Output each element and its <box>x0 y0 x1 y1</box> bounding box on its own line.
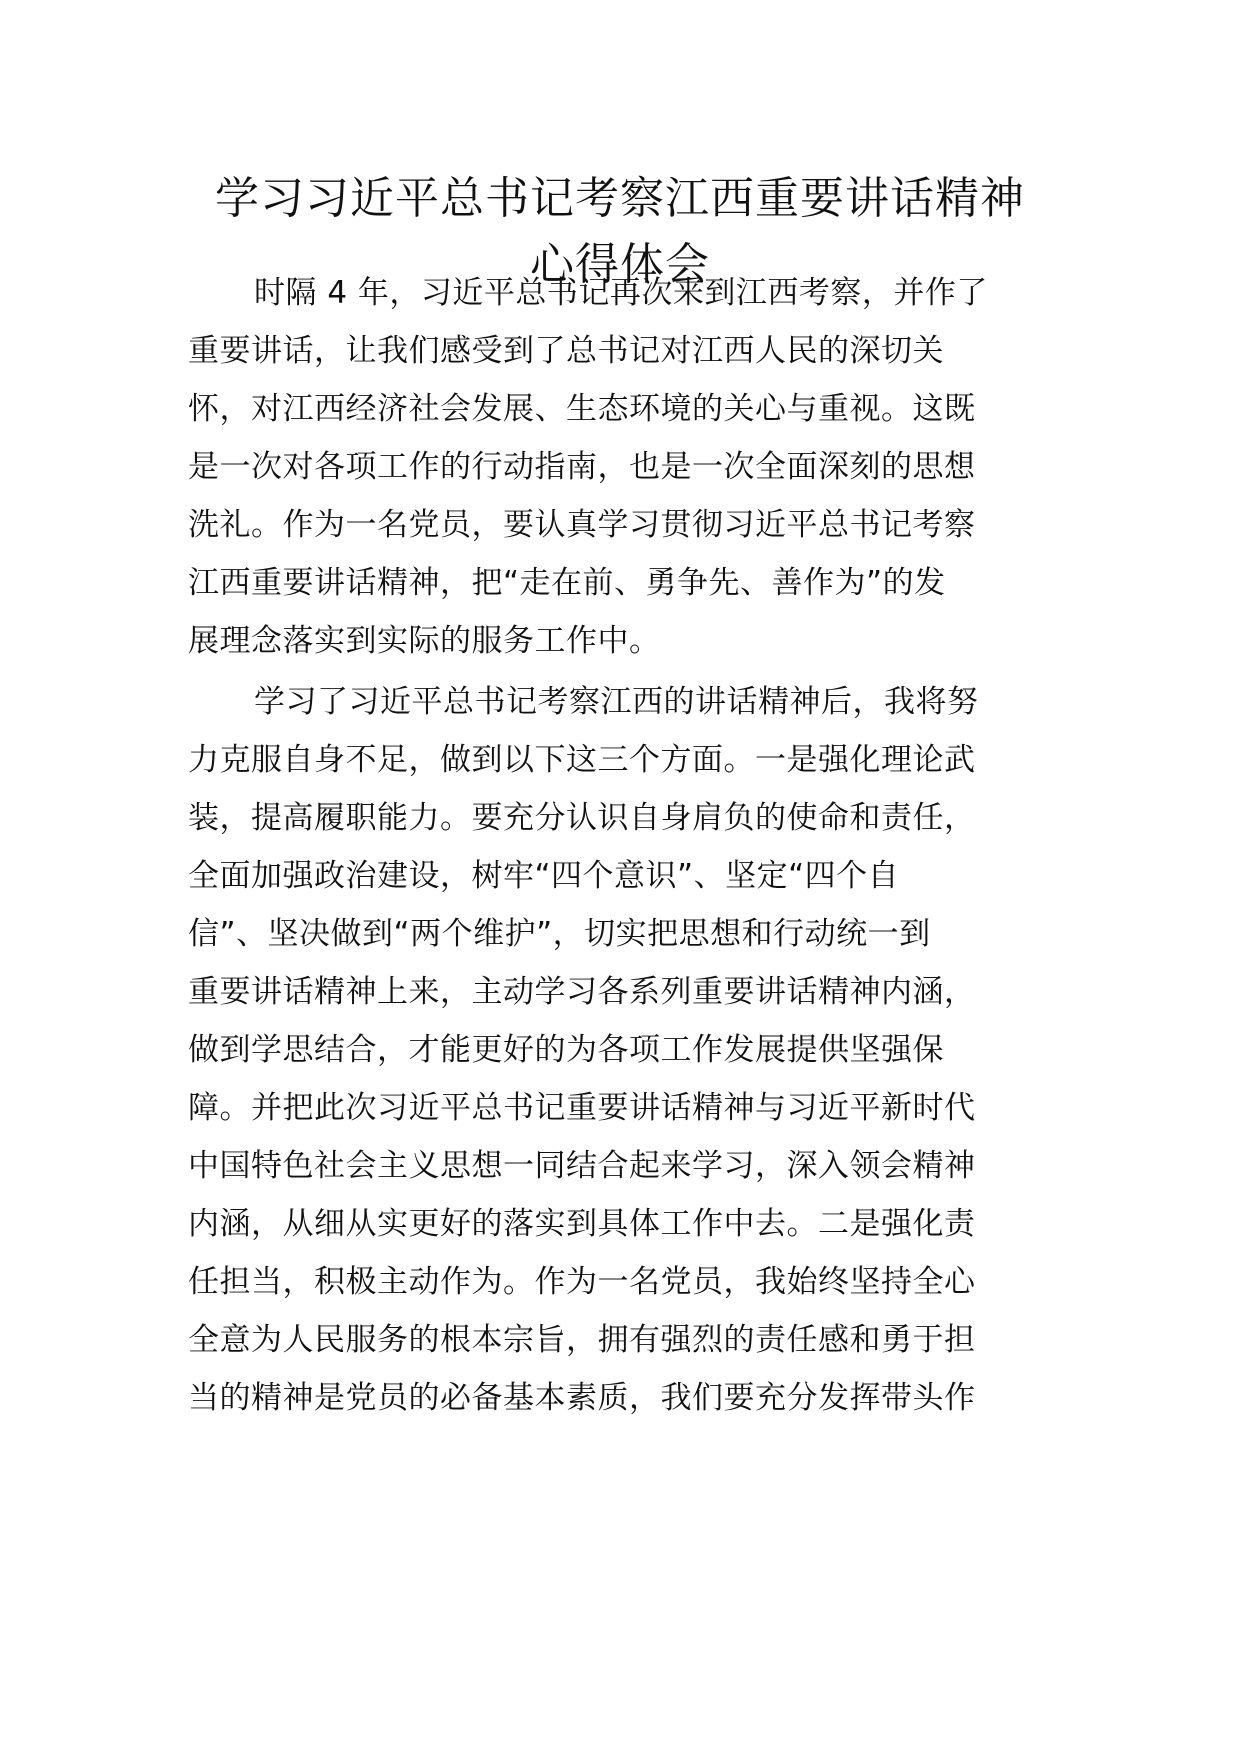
body-line-20: 当的精神是党员的必备基本素质，我们要充分发挥带头作 <box>188 1380 976 1416</box>
body-line-12: 信”、坚决做到“两个维护”，切实把思想和行动统一到 <box>188 916 931 952</box>
body-line-11: 全面加强政治建设，树牢“四个意识”、坚定“四个自 <box>188 858 900 894</box>
body-line-4: 是一次对各项工作的行动指南，也是一次全面深刻的思想 <box>188 449 976 485</box>
body-line-8: 学习了习近平总书记考察江西的讲话精神后，我将努 <box>254 684 979 720</box>
document-title-line-2: 心得体会 <box>530 239 710 290</box>
body-line-18: 任担当，积极主动作为。作为一名党员，我始终坚持全心 <box>188 1264 976 1300</box>
body-line-14: 做到学思结合，才能更好的为各项工作发展提供坚强保 <box>188 1032 944 1068</box>
body-line-7: 展理念落实到实际的服务工作中。 <box>188 623 661 659</box>
body-line-9: 力克服自身不足，做到以下这三个方面。一是强化理论武 <box>188 742 976 778</box>
body-line-10: 装，提高履职能力。要充分认识自身肩负的使命和责任， <box>188 800 976 836</box>
body-line-17: 内涵，从细从实更好的落实到具体工作中去。二是强化责 <box>188 1206 976 1242</box>
body-line-2: 重要讲话，让我们感受到了总书记对江西人民的深切关 <box>188 333 944 369</box>
body-line-19: 全意为人民服务的根本宗旨，拥有强烈的责任感和勇于担 <box>188 1322 976 1358</box>
document-title-line-1: 学习习近平总书记考察江西重要讲话精神 <box>215 173 1025 224</box>
body-line-5: 洗礼。作为一名党员，要认真学习贯彻习近平总书记考察 <box>188 507 976 543</box>
body-line-16: 中国特色社会主义思想一同结合起来学习，深入领会精神 <box>188 1148 976 1184</box>
body-line-3: 怀，对江西经济社会发展、生态环境的关心与重视。这既 <box>188 391 976 427</box>
body-line-15: 障。并把此次习近平总书记重要讲话精神与习近平新时代 <box>188 1090 976 1126</box>
body-line-13: 重要讲话精神上来，主动学习各系列重要讲话精神内涵， <box>188 974 976 1010</box>
body-line-1: 时隔 4 年，习近平总书记再次来到江西考察，并作了 <box>254 275 988 311</box>
body-line-6: 江西重要讲话精神，把“走在前、勇争先、善作为”的发 <box>188 565 946 601</box>
